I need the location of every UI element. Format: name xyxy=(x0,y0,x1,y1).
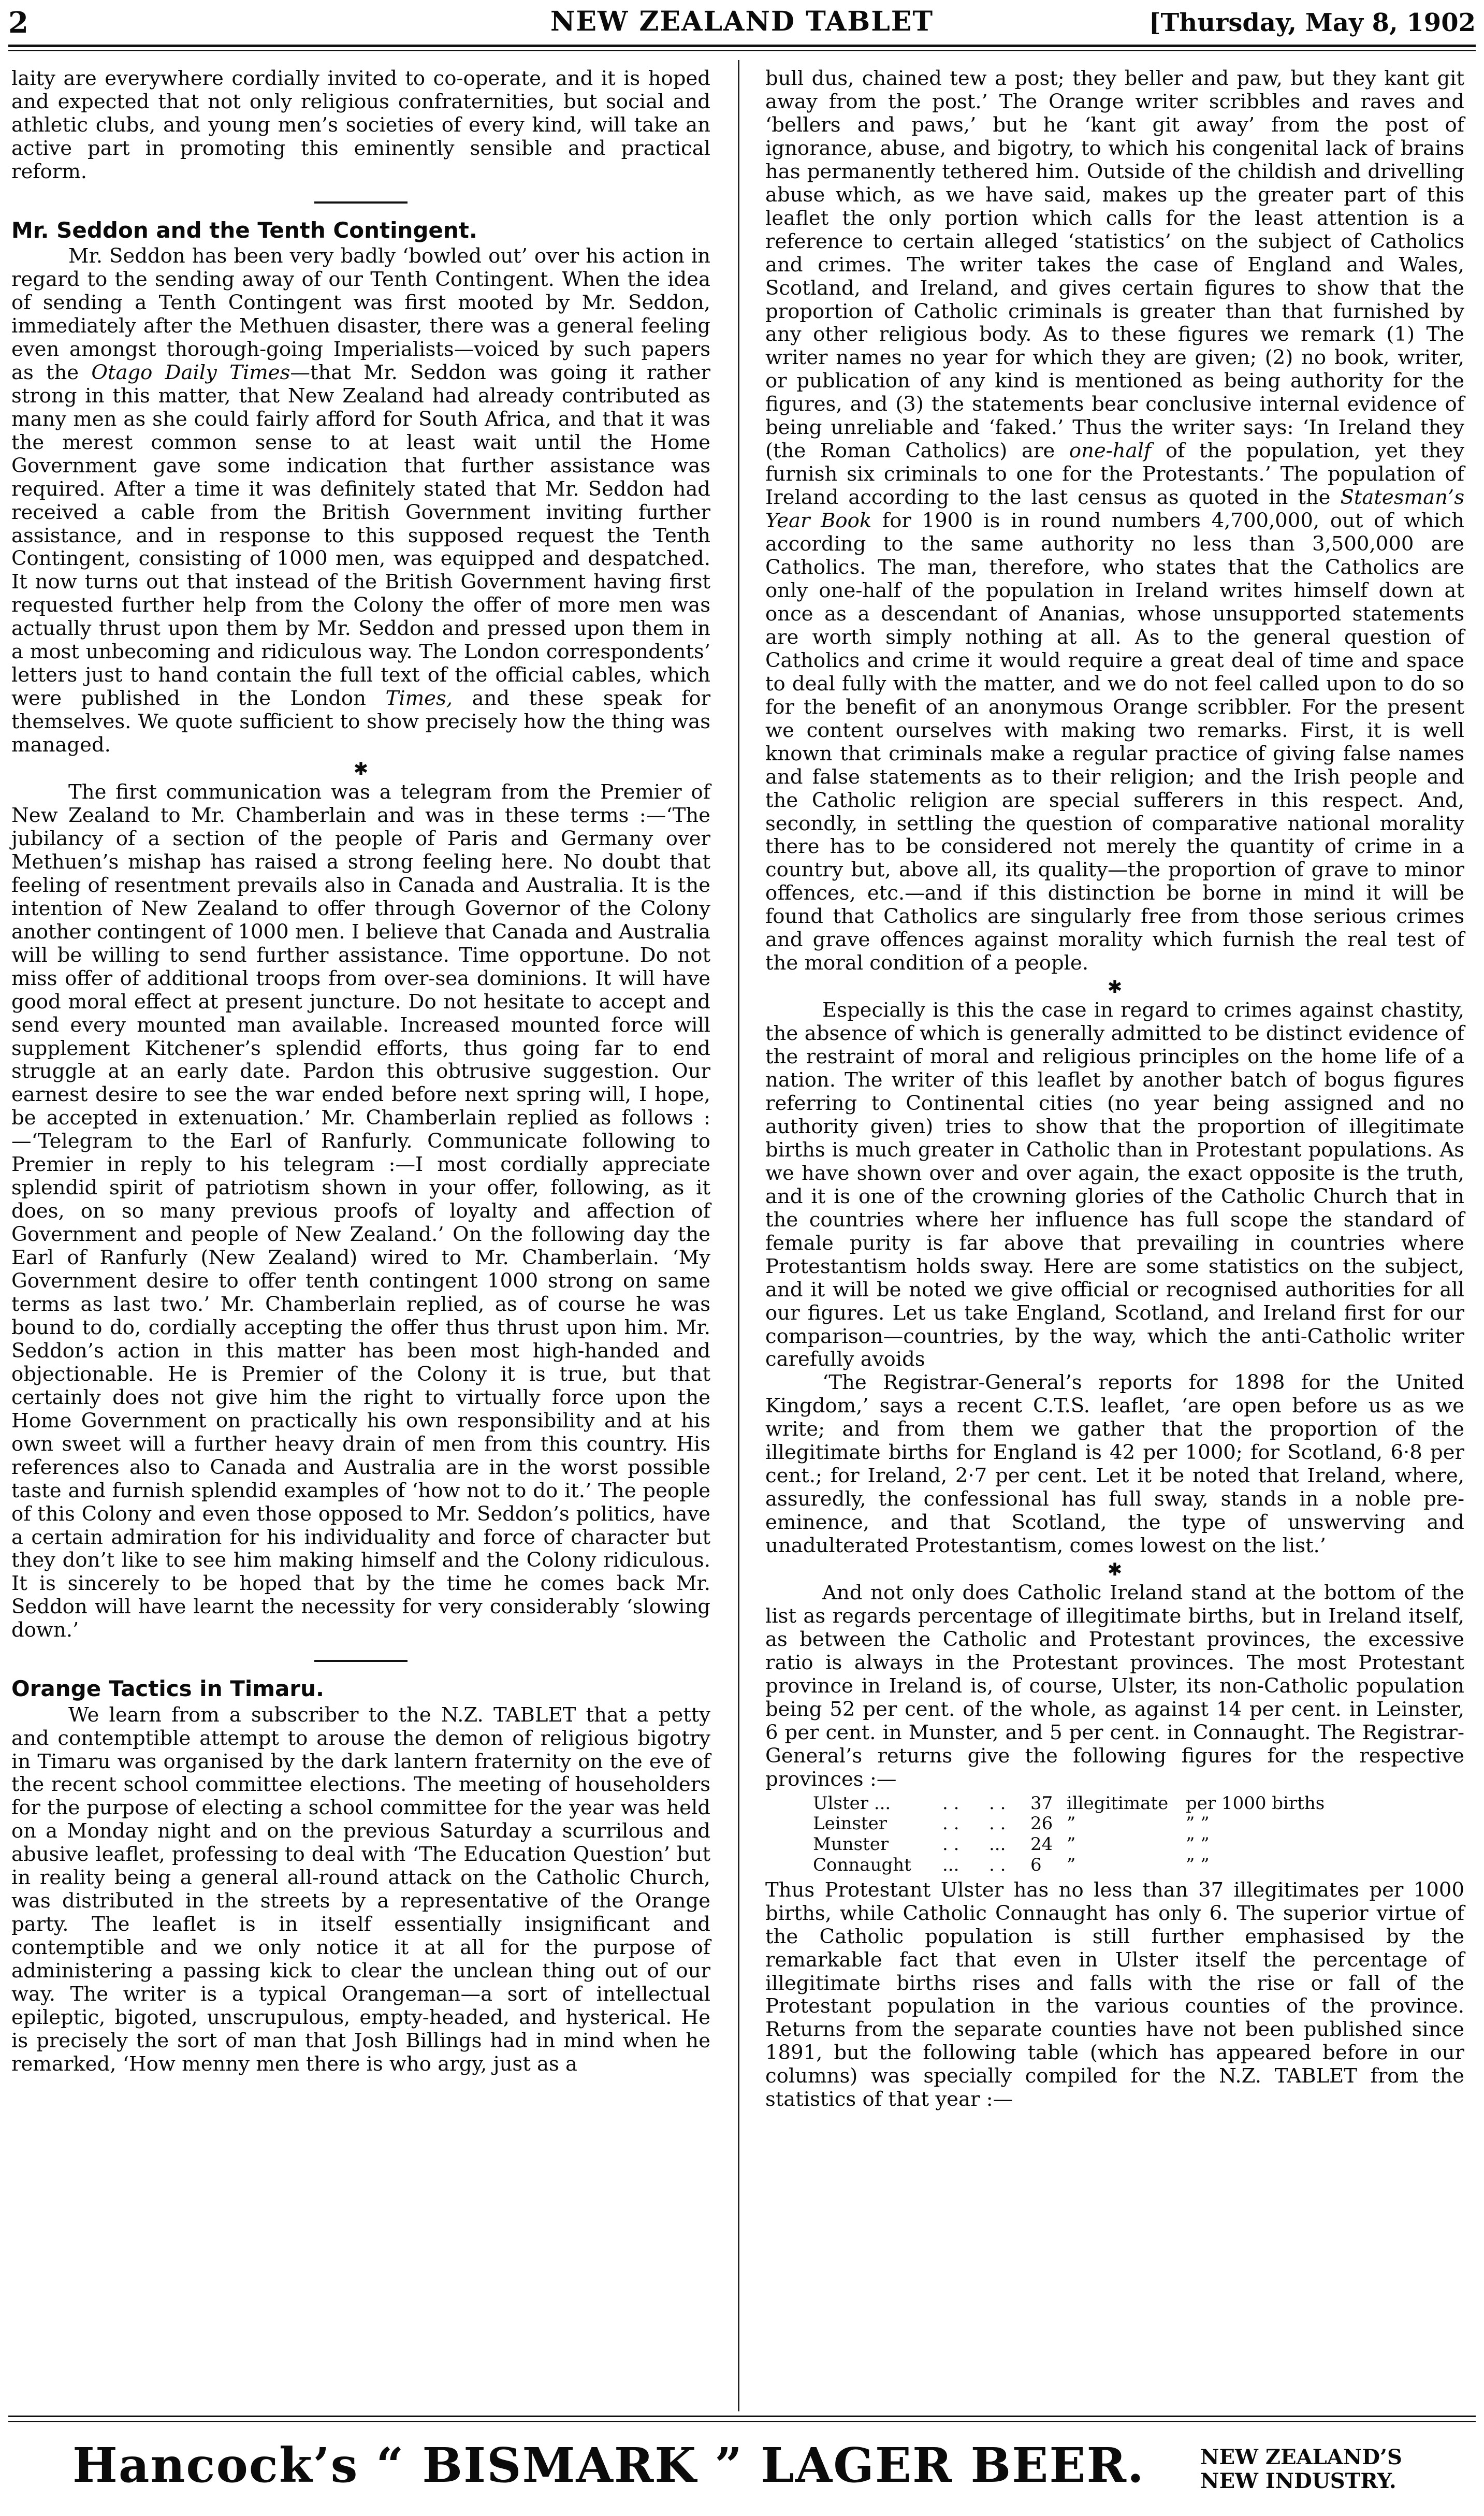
final-paragraph: Thus Protestant Ulster has no less than 37 illegitimates per 1000 births, while Catholic Connaught has only 6. The superior virtue of the Catholic population is still further emphasised by the remarkable fact that even in Ulster itself the percentage of illegitimate births rises and falls with the rise or fall of the Protestant population in the various counties of the province. Returns from the separate counties have not been published since 1891, but the following table (which has appeared before in our columns) was specially compiled for the N.Z. TABLET from the statistics of that year :— xyxy=(765,1878,1464,2112)
seddon-paragraph-2: The first communication was a telegram from the Premier of New Zealand to Mr. Chamberlain and was in these terms :—‘The jubilancy of a section of the people of Paris and Germany over Methuen’s mishap has raised a strong feeling here. No doubt that feeling of resentment prevails also in Canada and Australia. It is the intention of New Zealand to offer through Governor of the Colony another contingent of 1000 men. I believe that Canada and Australia will be willing to send further assistance. Time opportune. Do not miss offer of additional troops from over-sea dominions. It will have good moral effect at present juncture. Do not hesitate to accept and send every mounted man available. Increased mounted force will supplement Kitchener’s splendid efforts, thus going far to end struggle at an early date. Pardon this obtrusive suggestion. Our earnest desire to see the war ended before next spring will, I hope, be accepted in extenuation.’ Mr. Chamberlain replied as follows :—‘Telegram to the Earl of Ranfurly. Communicate following to Premier in reply to his telegram :—I most cordially appreciate splendid spirit of patriotism shown in your offer, following, as it does, on so many previous proofs of loyalty and affection of Government and people of New Zealand.’ On the following day the Earl of Ranfurly (New Zealand) wired to Mr. Chamberlain. ‘My Government desire to offer tenth contingent 1000 strong on same terms as last two.’ Mr. Chamberlain replied, as of course he was bound to do, cordially accepting the offer thus thrust upon him. Mr. Seddon’s action in this matter has been most high-handed and objectionable. He is Premier of the Colony it is true, but that certainly does not give him the right to virtually force upon the Home Government on practically his own responsibility and at his own sweet will a further heavy drain of men from this country. His references also to Canada and Australia are in the worst possible taste and furnish splendid examples of ‘how not to do it.’ The people of this Colony and even those opposed to Mr. Seddon’s politics, have a certain admiration for his individuality and force of character but they don’t like to see him making himself and the Colony ridiculous. It is sincerely to be hoped that by the time he comes back Mr. Seddon will have learnt the necessity for very considerably ‘slowing down.’ xyxy=(11,780,710,1642)
continued-paragraph: bull dus, chained tew a post; they beller and paw, but they kant git away from the post.’ The Orange writer scribbles and raves and ‘bellers and paws,’ but he ‘kant git away’ from the post of ignorance, abuse, and bigotry, to which his congenital lack of brains has permanently tethered him. Outside of the childish and drivelling abuse which, as we have said, makes up the greater part of this leaflet the only portion which calls for the least attention is a reference to certain alleged ‘statistics’ on the subject of Catholics and crimes. The writer takes the case of England and Wales, Scotland, and Ireland, and gives certain figures to show that the proportion of Catholic criminals is greater than that furnished by any other religious body. As to these figures we remark (1) The writer names no year for which they are given; (2) no book, writer, or publication of any kind is mentioned as being authority for the figures, and (3) the statements bear conclusive internal evidence of being unreliable and ‘faked.’ Thus the writer says: ‘In Ireland they (the Roman Catholics) are one-half of the population, yet they furnish six criminals to one for the Protestants.’ The population of Ireland according to the last census as quoted in the Statesman’s Year Book for 1900 is in round numbers 4,700,000, out of which according to the same authority no less than 3,500,000 are Catholics. The man, therefore, who states that the Catholics are only one-half of the population in Ireland writes himself down at once as a descendant of Ananias, whose unsupported statements are worth simply nothing at all. As to the general question of Catholics and crime it would require a great deal of time and space to deal fully with the matter, and we do not feel called upon to do so for the benefit of an anonymous Orange scribbler. For the present we content ourselves with making two remarks. First, it is well known that criminals make a regular practice of giving false names and false statements as to their religion; and the Irish people and the Catholic religion are special sufferers in this respect. And, secondly, in settling the question of comparative national morality there has to be considered not merely the quantity of crime in a country but, above all, its quality—the proportion of grave to minor offences, etc.—and if this distinction be borne in mind it will be found that Catholics are singularly free from those serious crimes and grave offences against morality which furnish the real test of the moral condition of a people. xyxy=(765,67,1464,975)
beer-advertisement: Hancock’s “ BISMARK ” LAGER BEER. xyxy=(72,2437,1145,2493)
right-column xyxy=(765,67,1464,2112)
ad-tagline-line-1: NEW ZEALAND’S xyxy=(1200,2445,1402,2469)
statesmans-year-book: Statesman’s Year Book xyxy=(765,486,1464,533)
left-column xyxy=(11,67,710,2076)
ad-tagline-line-2: NEW INDUSTRY. xyxy=(1200,2469,1396,2493)
times: Times, xyxy=(385,687,453,711)
footer-rule xyxy=(8,2416,1476,2422)
table-row: Munster . . ... 24 ” ” ” xyxy=(813,1834,1210,1855)
registrar-paragraph: ‘The Registrar-General’s reports for 1898 for the United Kingdom,’ says a recent C.T.S. leaflet, ‘are open before us as we write; and from them we gather that the proportion of the illegitimate births for England is 42 per 1000; for Scotland, 6·8 per cent.; for Ireland, 2·7 per cent. Let it be noted that Ireland, where, assuredly, the confessional has full sway, stands in a noble pre-eminence, and that Scotland, the type of unswerving and unadulterated Protestantism, comes lowest on the list.’ xyxy=(765,1371,1464,1558)
table-row: Leinster . . . . 26 ” ” ” xyxy=(813,1813,1210,1834)
star-divider: ✱ xyxy=(1107,977,1123,998)
header-rule xyxy=(8,45,1476,51)
issue-date: [Thursday, May 8, 1902 xyxy=(1148,8,1476,37)
provinces-table xyxy=(813,1794,1424,1876)
masthead xyxy=(8,0,1476,40)
ireland-paragraph: And not only does Catholic Ireland stand at the bottom of the list as regards percentage of illegitimate births, but in Ireland itself, as between the Catholic and Protestant provinces, the excessive ratio is always in the Protestant provinces. The most Protestant province in Ireland is, of course, Ulster, its non-Catholic population being 52 per cent. of the whole, as against 14 per cent. in Leinster, 6 per cent. in Munster, and 5 per cent. in Connaught. The Registrar-General’s returns give the following figures for the respective provinces :— xyxy=(765,1581,1464,1791)
orange-paragraph: We learn from a subscriber to the N.Z. TABLET that a petty and contemptible attempt to arouse the demon of religious bigotry in Timaru was organised by the dark lantern fraternity on the eve of the recent school committee elections. The meeting of householders for the purpose of electing a school committee for the year was held on a Monday night and on the previous Saturday a scurrilous and abusive leaflet, professing to deal with ‘The Education Question’ but in reality being a general all-round attack on the Catholic Church, was distributed in the streets by a representative of the Orange party. The leaflet is in itself essentially insignificant and contemptible and we only notice it at all for the purpose of administering a passing kick to clear the unclean thing out of our way. The writer is a typical Orangeman—a sort of intellectual epileptic, bigoted, unscrupulous, empty-headed, and hysterical. He is precisely the sort of man that Josh Billings had in mind when he remarked, ‘How menny men there is who argy, just as a xyxy=(11,1703,710,2076)
table-row: Ulster ... . . . . 37 illegitimate per 1000 births xyxy=(813,1792,1325,1814)
ad-tagline xyxy=(1200,2446,1402,2493)
otago-daily-times: Otago Daily Times xyxy=(91,360,290,384)
page-number: 2 xyxy=(8,6,28,40)
one-half: one-half xyxy=(1069,439,1152,463)
table-row: Connaught ... . . 6 ” ” ” xyxy=(813,1854,1210,1875)
orange-heading: Orange Tactics in Timaru. xyxy=(11,1676,324,1702)
star-divider: ✱ xyxy=(353,759,369,780)
chastity-paragraph: Especially is this the case in regard to crimes against chastity, the absence of which is generally admitted to be distinct evidence of the restraint of moral and religious principles on the home life of a nation. The writer of this leaflet by another batch of bogus figures referring to Continental cities (no year being assigned and no authority given) tries to show that the proportion of illegitimate births is much greater in Catholic than in Protestant populations. As we have shown over and over again, the exact opposite is the truth, and it is one of the crowning glories of the Catholic Church that in the countries where her influence has full scope the standard of female purity is far above that prevailing in countries where Protestantism holds sway. Here are some statistics on the subject, and it will be noted we give official or recognised authorities for all our figures. Let us take England, Scotland, and Ireland first for our comparison—countries, by the way, which the anti-Catholic writer carefully avoids xyxy=(765,999,1464,1371)
star-divider: ✱ xyxy=(1107,1559,1123,1581)
newspaper-title: NEW ZEALAND TABLET xyxy=(550,6,934,37)
section-divider xyxy=(314,1660,408,1662)
column-divider xyxy=(738,60,739,2411)
intro-paragraph: laity are everywhere cordially invited to co-operate, and it is hoped and expected that not only religious confraternities, but social and athletic clubs, and young men’s societies of every kind, will take an active part in promoting this eminently sensible and practical reform. xyxy=(11,67,710,183)
seddon-heading: Mr. Seddon and the Tenth Contingent. xyxy=(11,217,477,243)
seddon-paragraph-1: Mr. Seddon has been very badly ‘bowled out’ over his action in regard to the sending away of our Tenth Contingent. When the idea of sending a Tenth Contingent was first mooted by Mr. Seddon, immediately after the Methuen disaster, there was a general feeling even amongst thorough-going Imperialists—voiced by such papers as the Otago Daily Times—that Mr. Seddon was going it rather strong in this matter, that New Zealand had already contributed as many men as she could fairly afford for South Africa, and that it was the merest common sense to at least wait until the Home Government gave some indication that further assistance was required. After a time it was definitely stated that Mr. Seddon had received a cable from the British Government inviting further assistance, and in response to this supposed request the Tenth Contingent, consisting of 1000 men, was equipped and despatched. It now turns out that instead of the British Government having first requested further help from the Colony the offer of more men was actually thrust upon them by Mr. Seddon and pressed upon them in a most unbecoming and ridiculous way. The London correspondents’ letters just to hand contain the full text of the official cables, which were published in the London Times, and these speak for themselves. We quote sufficient to show precisely how the thing was managed. xyxy=(11,244,711,757)
section-divider xyxy=(314,201,408,204)
